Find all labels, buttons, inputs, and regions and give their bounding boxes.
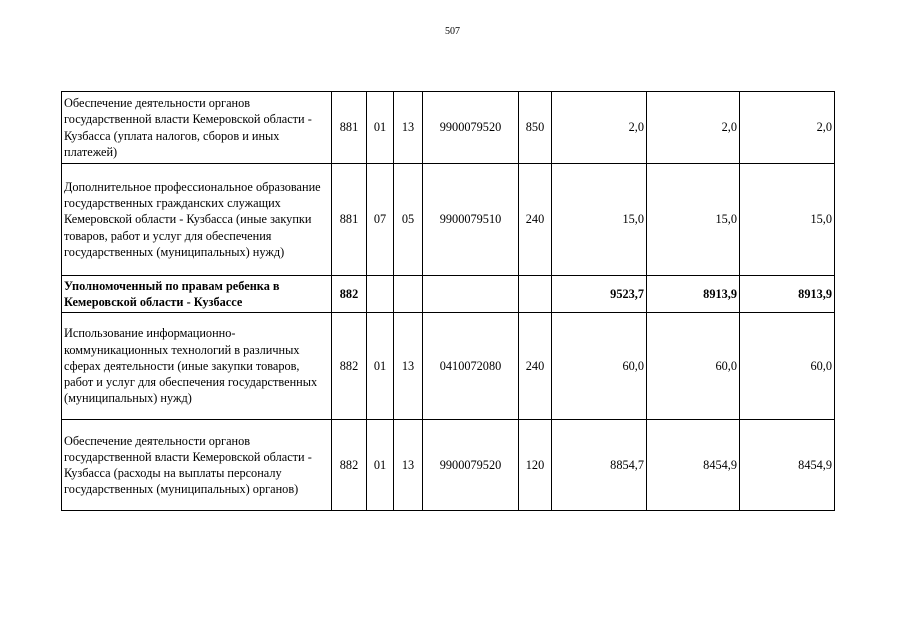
amount-year-2: 60,0 (647, 313, 740, 420)
amount-year-2: 15,0 (647, 164, 740, 276)
section-code: 01 (367, 420, 394, 511)
amount-year-1: 15,0 (552, 164, 647, 276)
subsection-code: 05 (394, 164, 423, 276)
subsection-code: 13 (394, 92, 423, 164)
table-row (62, 92, 835, 164)
section-code: 07 (367, 164, 394, 276)
ministry-code: 882 (332, 313, 367, 420)
amount-year-3: 8454,9 (740, 420, 835, 511)
ministry-code: 881 (332, 164, 367, 276)
amount-year-3: 2,0 (740, 92, 835, 164)
target-article-code: 9900079510 (423, 164, 519, 276)
expense-type-code: 850 (519, 92, 552, 164)
budget-table (61, 91, 835, 511)
amount-year-1: 60,0 (552, 313, 647, 420)
amount-year-3: 8913,9 (740, 276, 835, 313)
table-row-section (62, 276, 835, 313)
table-row (62, 313, 835, 420)
target-article-code: 0410072080 (423, 313, 519, 420)
amount-year-3: 15,0 (740, 164, 835, 276)
amount-year-2: 2,0 (647, 92, 740, 164)
expense-type-code (519, 276, 552, 313)
subsection-code: 13 (394, 420, 423, 511)
item-name: Использование информационно-коммуникационных технологий в различных сферах деятельности (иные закупки товаров, работ и услуг для обеспечения государственных (муниципальных) нужд) (62, 313, 332, 420)
section-code: 01 (367, 92, 394, 164)
item-name: Уполномоченный по правам ребенка в Кемеровской области - Кузбассе (62, 276, 332, 313)
section-code (367, 276, 394, 313)
expense-type-code: 240 (519, 164, 552, 276)
subsection-code: 13 (394, 313, 423, 420)
amount-year-2: 8913,9 (647, 276, 740, 313)
table-row (62, 420, 835, 511)
page-number: 507 (445, 26, 460, 37)
amount-year-3: 60,0 (740, 313, 835, 420)
ministry-code: 882 (332, 420, 367, 511)
item-name: Обеспечение деятельности органов государственной власти Кемеровской области - Кузбасса (расходы на выплаты персоналу государственных (муниципальных) органов) (62, 420, 332, 511)
expense-type-code: 240 (519, 313, 552, 420)
target-article-code: 9900079520 (423, 92, 519, 164)
table-row (62, 164, 835, 276)
ministry-code: 882 (332, 276, 367, 313)
section-code: 01 (367, 313, 394, 420)
expense-type-code: 120 (519, 420, 552, 511)
target-article-code (423, 276, 519, 313)
amount-year-1: 2,0 (552, 92, 647, 164)
item-name: Обеспечение деятельности органов государственной власти Кемеровской области - Кузбасса (уплата налогов, сборов и иных платежей) (62, 92, 332, 164)
target-article-code: 9900079520 (423, 420, 519, 511)
subsection-code (394, 276, 423, 313)
amount-year-1: 9523,7 (552, 276, 647, 313)
item-name: Дополнительное профессиональное образование государственных гражданских служащих Кемеровской области - Кузбасса (иные закупки товаров, работ и услуг для обеспечения государственных (муниципальных) нужд) (62, 164, 332, 276)
amount-year-1: 8854,7 (552, 420, 647, 511)
ministry-code: 881 (332, 92, 367, 164)
amount-year-2: 8454,9 (647, 420, 740, 511)
